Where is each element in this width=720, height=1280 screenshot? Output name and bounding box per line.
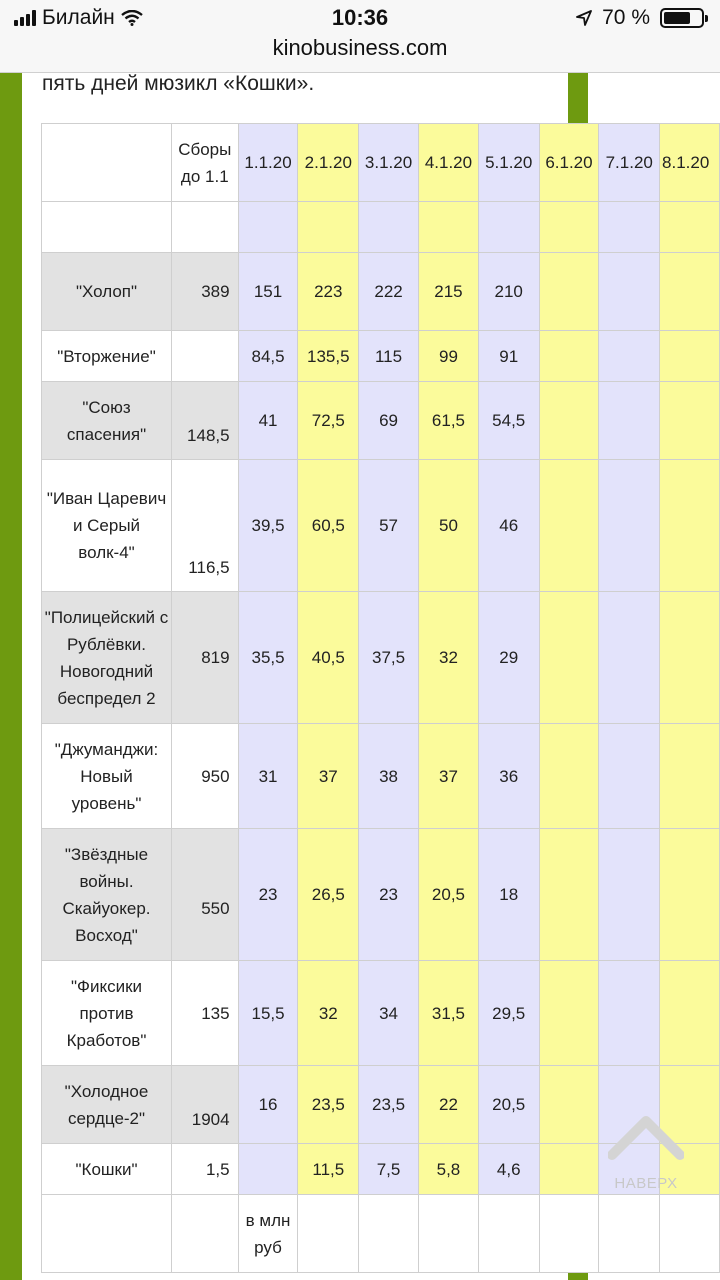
gross-before: 116,5 (172, 460, 239, 592)
daily-value: 32 (419, 592, 479, 724)
empty-cell (539, 382, 599, 460)
empty-cell (660, 460, 720, 592)
spacer-cell (539, 202, 599, 253)
box-office-table-wrapper[interactable] (41, 123, 720, 1280)
daily-value: 32 (298, 961, 359, 1066)
gross-before: 950 (172, 724, 239, 829)
table-row (42, 592, 720, 724)
daily-value: 35,5 (238, 592, 298, 724)
empty-cell (539, 1066, 599, 1144)
daily-value: 60,5 (298, 460, 359, 592)
empty-cell (660, 724, 720, 829)
movie-title: "Звёздные войны. Скайуокер. Восход" (42, 829, 172, 961)
daily-value: 61,5 (419, 382, 479, 460)
movie-title: "Холодное сердце-2" (42, 1066, 172, 1144)
spacer-cell (42, 202, 172, 253)
spacer-cell (238, 202, 298, 253)
empty-cell (539, 253, 599, 331)
daily-value: 15,5 (238, 961, 298, 1066)
footer-cell (539, 1195, 599, 1273)
footer-cell (172, 1195, 239, 1273)
table-row (42, 724, 720, 829)
daily-value: 37 (419, 724, 479, 829)
daily-value: 84,5 (238, 331, 298, 382)
daily-value: 38 (359, 724, 419, 829)
header-title-cell (42, 124, 172, 202)
gross-before: 135 (172, 961, 239, 1066)
empty-cell (599, 724, 660, 829)
gross-before: 1,5 (172, 1144, 239, 1195)
daily-value (238, 1144, 298, 1195)
empty-cell (599, 961, 660, 1066)
daily-value: 29,5 (478, 961, 539, 1066)
table-row (42, 460, 720, 592)
daily-value: 50 (419, 460, 479, 592)
daily-value: 215 (419, 253, 479, 331)
daily-value: 20,5 (478, 1066, 539, 1144)
table-row (42, 331, 720, 382)
movie-title: "Джуманджи: Новый уровень" (42, 724, 172, 829)
gross-before: 550 (172, 829, 239, 961)
movie-title: "Полицейский с Рублёвки. Новогодний беспредел 2 (42, 592, 172, 724)
empty-cell (599, 829, 660, 961)
movie-title: "Кошки" (42, 1144, 172, 1195)
daily-value: 36 (478, 724, 539, 829)
empty-cell (599, 253, 660, 331)
empty-cell (539, 724, 599, 829)
address-url[interactable]: kinobusiness.com (272, 35, 448, 60)
footer-cell (419, 1195, 479, 1273)
date-header: 4.1.20 (419, 124, 479, 202)
daily-value: 23,5 (298, 1066, 359, 1144)
spacer-cell (660, 202, 720, 253)
daily-value: 29 (478, 592, 539, 724)
daily-value: 18 (478, 829, 539, 961)
units-note: в млн руб (238, 1195, 298, 1273)
empty-cell (660, 961, 720, 1066)
scroll-to-top-label: НАВЕРХ (614, 1175, 678, 1192)
article-intro-text: пять дней мюзикл «Кошки». (42, 72, 315, 95)
gross-before: 389 (172, 253, 239, 331)
status-bar (0, 0, 720, 36)
daily-value: 99 (419, 331, 479, 382)
daily-value: 57 (359, 460, 419, 592)
daily-value: 31 (238, 724, 298, 829)
battery-icon (660, 8, 704, 28)
daily-value: 46 (478, 460, 539, 592)
address-bar[interactable] (0, 36, 720, 73)
daily-value: 40,5 (298, 592, 359, 724)
spacer-cell (172, 202, 239, 253)
daily-value: 115 (359, 331, 419, 382)
empty-cell (599, 331, 660, 382)
empty-cell (539, 331, 599, 382)
daily-value: 222 (359, 253, 419, 331)
empty-cell (660, 331, 720, 382)
daily-value: 11,5 (298, 1144, 359, 1195)
daily-value: 41 (238, 382, 298, 460)
table-row (42, 961, 720, 1066)
date-header: 6.1.20 (539, 124, 599, 202)
movie-title: "Союз спасения" (42, 382, 172, 460)
location-arrow-icon (576, 10, 592, 26)
movie-title: "Холоп" (42, 253, 172, 331)
daily-value: 210 (478, 253, 539, 331)
empty-cell (599, 460, 660, 592)
gross-before: 819 (172, 592, 239, 724)
empty-cell (660, 829, 720, 961)
header-row (42, 124, 720, 202)
date-header: 2.1.20 (298, 124, 359, 202)
empty-cell (660, 592, 720, 724)
date-header: 8.1.20 (660, 124, 720, 202)
table-row (42, 382, 720, 460)
date-header: 3.1.20 (359, 124, 419, 202)
footer-cell (298, 1195, 359, 1273)
spacer-cell (478, 202, 539, 253)
table-row (42, 829, 720, 961)
empty-cell (599, 592, 660, 724)
table-row (42, 253, 720, 331)
daily-value: 37 (298, 724, 359, 829)
date-header: 1.1.20 (238, 124, 298, 202)
empty-cell (539, 460, 599, 592)
daily-value: 16 (238, 1066, 298, 1144)
header-gross-cell: Сборы до 1.1 (172, 124, 239, 202)
carrier-name: Билайн (42, 6, 115, 29)
daily-value: 223 (298, 253, 359, 331)
spacer-cell (298, 202, 359, 253)
battery-percent: 70 % (602, 6, 650, 29)
daily-value: 7,5 (359, 1144, 419, 1195)
movie-title: "Вторжение" (42, 331, 172, 382)
daily-value: 20,5 (419, 829, 479, 961)
daily-value: 23 (359, 829, 419, 961)
gross-before (172, 331, 239, 382)
movie-title: "Фиксики против Кработов" (42, 961, 172, 1066)
empty-cell (599, 382, 660, 460)
empty-cell (539, 592, 599, 724)
daily-value: 23 (238, 829, 298, 961)
daily-value: 23,5 (359, 1066, 419, 1144)
daily-value: 72,5 (298, 382, 359, 460)
spacer-row (42, 202, 720, 253)
daily-value: 4,6 (478, 1144, 539, 1195)
daily-value: 26,5 (298, 829, 359, 961)
gross-before: 148,5 (172, 382, 239, 460)
daily-value: 37,5 (359, 592, 419, 724)
empty-cell (539, 829, 599, 961)
spacer-cell (419, 202, 479, 253)
daily-value: 34 (359, 961, 419, 1066)
daily-value: 31,5 (419, 961, 479, 1066)
daily-value: 69 (359, 382, 419, 460)
box-office-table (41, 123, 720, 1273)
daily-value: 39,5 (238, 460, 298, 592)
footer-cell (359, 1195, 419, 1273)
empty-cell (660, 253, 720, 331)
date-header: 7.1.20 (599, 124, 660, 202)
daily-value: 135,5 (298, 331, 359, 382)
status-right (576, 6, 704, 30)
left-green-border (0, 73, 22, 1280)
daily-value: 91 (478, 331, 539, 382)
chevron-up-icon (608, 1113, 684, 1163)
footer-cell (478, 1195, 539, 1273)
date-header: 5.1.20 (478, 124, 539, 202)
scroll-to-top-button[interactable] (606, 1113, 686, 1223)
empty-cell (539, 1144, 599, 1195)
daily-value: 54,5 (478, 382, 539, 460)
daily-value: 22 (419, 1066, 479, 1144)
empty-cell (539, 961, 599, 1066)
movie-title: "Иван Царевич и Серый волк-4" (42, 460, 172, 592)
empty-cell (660, 382, 720, 460)
footer-cell (42, 1195, 172, 1273)
status-time: 10:36 (331, 5, 389, 30)
daily-value: 5,8 (419, 1144, 479, 1195)
spacer-cell (359, 202, 419, 253)
gross-before: 1904 (172, 1066, 239, 1144)
daily-value: 151 (238, 253, 298, 331)
spacer-cell (599, 202, 660, 253)
